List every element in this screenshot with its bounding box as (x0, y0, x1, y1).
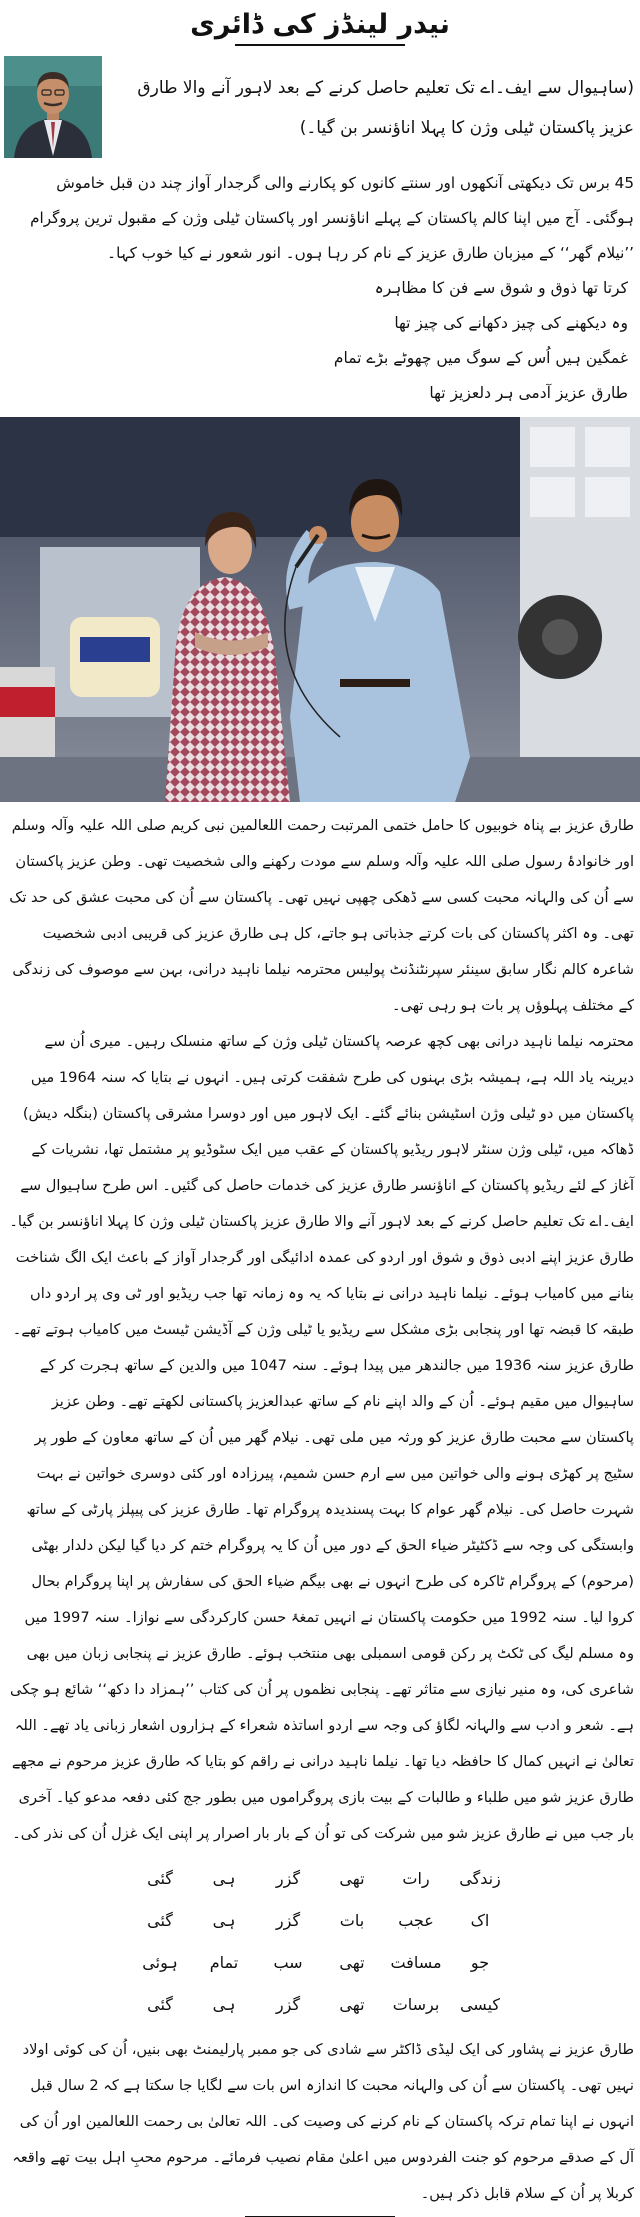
ghazal-word: اک (470, 1911, 490, 1930)
ghazal-word: سب (273, 1953, 303, 1972)
ghazal-word: رات (402, 1869, 430, 1888)
article-photo (0, 417, 640, 802)
article-title: نیدر لینڈز کی ڈائری (190, 9, 450, 40)
poem-line: کرتا تھا ذوق و شوق سے فن کا مظاہرہ (374, 279, 628, 297)
opening-paragraph: 45 برس تک دیکھتی آنکھوں اور سنتے کانوں کو پکارنے والی گرجدار آواز چند دن قبل خاموش ہوگئی۔ آج میں اپنا کالم پاکستان کے پہلے اناؤنسر اور پاکستان ٹیلی وژن کے مقبول ترین پروگرام ’’نیلام گھر‘‘ کے میزبان طارق عزیز کے نام کر رہا ہوں۔ انور شعور نے کیا خوب کہا۔ (30, 174, 634, 262)
ghazal-word: تھی (339, 1995, 365, 2014)
poem-line: غمگین ہیں اُس کے سوگ میں چھوٹے بڑے تمام (333, 349, 628, 367)
ghazal-word: ہی (212, 1869, 236, 1888)
ghazal-word: کیسی (459, 1995, 501, 2014)
ghazal-word: گئی (147, 1995, 173, 2014)
closing-paragraph: طارق عزیز نے پشاور کی ایک لیڈی ڈاکٹر سے شادی کی جو ممبر پارلیمنٹ بھی بنیں، اُن کی کوئی اولاد نہیں تھی۔ پاکستان سے اُن کی والہانہ محبت کا اندازہ اس بات سے لگایا جا سکتا ہے کہ 2 سال قبل انہوں نے اپنا تمام ترکہ پاکستان کے نام کرنے کی وصیت کی۔ اللہ تعالیٰ بی رحمت اللعالمین اور اُن کی آل کے صدقے مرحوم کو جنت الفردوس میں اعلیٰ مقام نصیب فرمائے۔ مرحوم محبِ اہل بیت تھے واقعہ کربلا پر اُن کے سلام قابل ذکر ہیں۔ (12, 2041, 634, 2202)
ghazal-word: عجب (398, 1911, 434, 1930)
ghazal-word: برسات (392, 1995, 440, 2014)
ghazal-word: گزر (275, 1995, 301, 2014)
ghazal-word: مسافت (390, 1953, 442, 1972)
ghazal-word: گئی (147, 1911, 173, 1930)
ghazal-word: ہی (212, 1911, 236, 1930)
poem-line: وہ دیکھنے کی چیز دکھانے کی چیز تھا (394, 314, 628, 332)
ghazal-word: تھی (339, 1953, 365, 1972)
ghazal-word: تمام (209, 1953, 239, 1972)
ghazal-word: گزر (275, 1911, 301, 1930)
body-paragraph: محترمہ نیلما ناہید درانی بھی کچھ عرصہ پاکستان ٹیلی وژن کے ساتھ منسلک رہیں۔ میری اُن سے دیرینہ یاد اللہ ہے، ہمیشہ بڑی بہنوں کی طرح شفقت کرتی ہیں۔ انہوں نے بتایا کہ سنہ 1964 میں پاکستان میں دو ٹیلی وژن اسٹیشن بنائے گئے۔ ایک لاہور میں اور دوسرا مشرقی پاکستان (بنگلہ دیش) ڈھاکہ میں، ٹیلی وژن سنٹر لاہور ریڈیو پاکستان کے عقب میں ایک سٹوڈیو پر مشتمل تھا، نشریات کے آغاز کے لئے ریڈیو پاکستان کے اناؤنسر طارق عزیز کی خدمات حاصل کی گئیں۔ اس طرح ساہیوال سے ایف۔اے تک تعلیم حاصل کرنے کے بعد لاہور آنے والا طارق عزیز پاکستان ٹیلی وژن کا پہلا اناؤنسر بن گیا۔ (9, 1033, 634, 1230)
body-paragraph: طارق عزیز اپنے ادبی ذوق و شوق اور اردو کی عمدہ ادائیگی اور گرجدار آواز کے باعث ایک الگ شناخت بنانے میں کامیاب ہوئے۔ نیلما ناہید درانی نے بتایا کہ یہ وہ زمانہ تھا جب ریڈیو اور ٹی وی پر اردو داں طبقہ کا قبضہ تھا اور پنجابی بڑی مشکل سے ریڈیو یا ٹیلی وژن کے آڈیشن ٹیسٹ میں کامیاب ہوتے تھے۔ طارق عزیز سنہ 1936 میں جالندھر میں پیدا ہوئے۔ سنہ 1047 میں والدین کے ساتھ ہجرت کر کے ساہیوال میں مقیم ہوئے۔ اُن کے والد اپنے نام کے ساتھ عبدالعزیز پاکستانی لکھتے تھے۔ وطن عزیز پاکستان سے محبت طارق عزیز کو ورثہ میں ملی تھی۔ نیلام گھر میں اُن کے ساتھ معاون کے طور پر سٹیج پر کھڑی ہونے والی خواتین میں سے ارم حسن شمیم، پیرزادہ اور کئی دوسری خواتین نے بہت شہرت حاصل کی۔ نیلام گھر عوام کا بہت پسندیدہ پروگرام تھا۔ طارق عزیز کی پیپلز پارٹی کے ساتھ وابستگی کی وجہ سے ڈکٹیٹر ضیاء الحق کے دور میں اُن کا یہ پروگرام ختم کر دیا گیا لیکن دلدار بھٹی (مرحوم) کے پروگرام ٹاکرہ کی طرح انہوں نے بھی بیگم ضیاء الحق کی سفارش پر اپنا پروگرام بحال کروا لیا۔ سنہ 1992 میں حکومت پاکستان نے انہیں تمغۂ حسن کارکردگی سے نوازا۔ سنہ 1997 میں وہ مسلم لیگ کی ٹکٹ پر رکن قومی اسمبلی بھی منتخب ہوئے۔ طارق عزیز نے پنجابی زبان میں بھی شاعری کی، وہ منیر نیازی سے متاثر تھے۔ پنجابی نظموں پر اُن کی کتاب ’’ہمزاد دا دکھ‘‘ شائع ہو چکی ہے۔ شعر و ادب سے والہانہ لگاؤ کی وجہ سے اردو اساتذہ شعراء کے ہزاروں اشعار زبانی یاد تھے۔ اللہ تعالیٰ نے انہیں کمال کا حافظہ دیا تھا۔ نیلما ناہید درانی نے راقم کو بتایا کہ طارق عزیز مرحوم نے مجھے طارق عزیز شو میں طلباء و طالبات کے بیت بازی پروگراموں میں بطور جج کئی دفعہ مدعو کیا۔ آخری بار جب میں نے طارق عزیز شو میں شرکت کی تو اُن کے بار بار اصرار پر اپنی ایک غزل اُن کی نذر کی۔ (10, 1249, 634, 1842)
poem (0, 271, 640, 411)
ghazal-word: زندگی (459, 1869, 501, 1888)
ghazal-word: بات (339, 1911, 365, 1930)
ghazal-word: جو (470, 1953, 490, 1972)
ghazal (0, 1858, 640, 2026)
ghazal-word: تھی (339, 1869, 365, 1888)
title-underline (235, 44, 405, 46)
article-page (0, 8, 640, 2202)
ghazal-word: گزر (275, 1869, 301, 1888)
body-paragraph: طارق عزیز بے پناہ خوبیوں کا حامل ختمی المرتبت رحمت اللعالمین نبی کریم صلی اللہ علیہ وآلہ وسلم اور خانوادۂ رسول صلی اللہ علیہ وآلہ وسلم سے مودت رکھنے والی شخصیت تھی۔ وطن عزیز پاکستان سے اُن کی والہانہ محبت کسی سے ڈھکی چھپی نہیں تھی۔ پاکستان سے اُن کی محبت عشق کی حد تک تھی۔ وہ اکثر پاکستان کی بات کرتے جذباتی ہو جاتے، کل ہی طارق عزیز کی قریبی ادبی شخصیت شاعرہ کالم نگار سابق سینئر سپرنٹنڈنٹ پولیس محترمہ نیلما ناہید درانی، بہن سے موصوف کی زندگی کے مختلف پہلوؤں پر بات ہو رہی تھی۔ (9, 817, 634, 1014)
author-portrait (4, 56, 102, 158)
ghazal-word: ہی (212, 1995, 236, 2014)
ghazal-word: گئی (147, 1869, 173, 1888)
intro-section (0, 56, 640, 156)
ghazal-word: ہوئی (142, 1953, 178, 1972)
intro-text: (ساہیوال سے ایف۔اے تک تعلیم حاصل کرنے کے بعد لاہور آنے والا طارق عزیز پاکستان ٹیلی وژن کا پہلا اناؤنسر بن گیا۔) (137, 78, 634, 138)
poem-line: طارق عزیز آدمی ہر دلعزیز تھا (429, 384, 628, 402)
article-body (0, 808, 640, 1852)
